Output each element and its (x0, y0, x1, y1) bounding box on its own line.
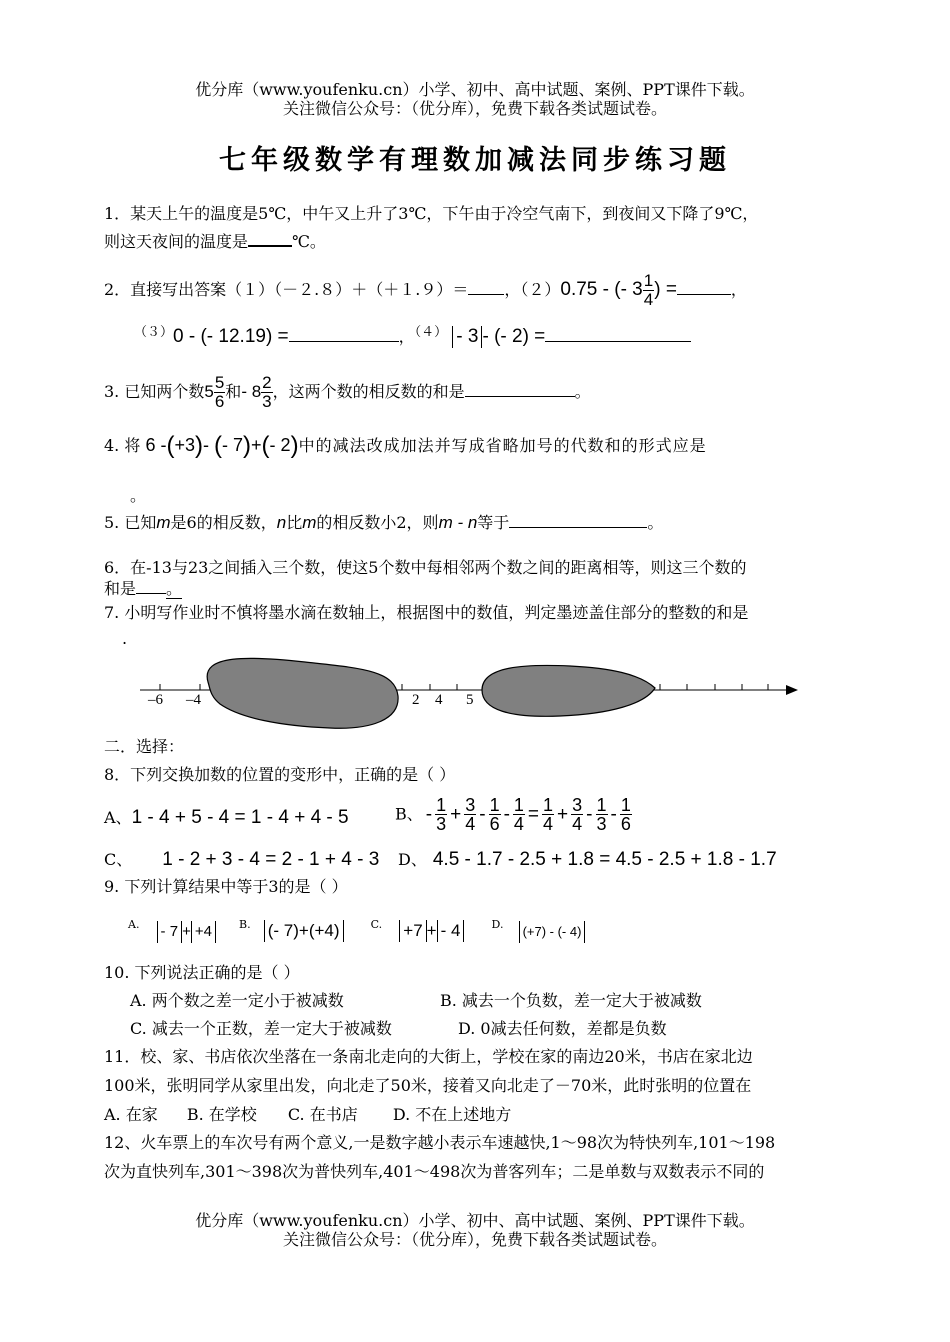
frac-num: 1 (436, 795, 447, 815)
q8-b-fraction (571, 796, 583, 833)
q9-a-term2: +4 (191, 921, 216, 943)
q8-stem: 8．下列交换加数的位置的变形中，正确的是（ ） (104, 765, 456, 784)
q8-b-fraction (596, 796, 608, 833)
header-line-1: 优分库（www.youfenku.cn）小学、初中、高中试题、案例、PPT课件下载。 (195, 80, 755, 99)
q9-option-d[interactable] (491, 918, 586, 940)
q11-options (104, 1104, 511, 1126)
q2-expr4-post: - (- 2) = (482, 326, 546, 347)
q4-expr-part: +3 (174, 435, 195, 455)
q3-num2-whole: - 8 (241, 382, 262, 401)
frac-num: 1 (513, 795, 524, 815)
nl-label-neg4: –4 (186, 692, 201, 708)
frac-num: 5 (214, 373, 225, 392)
q9-b-term2: (+4) (308, 921, 340, 940)
frac-den: 4 (465, 814, 476, 834)
q8-c-expr: 1 - 2 + 3 - 4 = 2 - 1 + 4 - 3 (162, 849, 380, 870)
q8-b-fraction (620, 796, 632, 833)
q4-lead: 4. 将 (104, 436, 141, 455)
q8-b-label: B、 (395, 804, 423, 824)
q3-tail: ，这两个数的相反数的和是 (272, 382, 465, 401)
q6-line-1: 6．在-13与23之间插入三个数，使这5个数中每相邻两个数之间的距离相等，则这三个数的 (104, 558, 747, 577)
q9-a-op: + (182, 923, 191, 940)
frac-den: 3 (436, 814, 447, 834)
q8-d-expr: 4.5 - 1.7 - 2.5 + 1.8 = 4.5 - 2.5 + 1.8 - 1.7 (432, 849, 777, 870)
q5-var-m: m (156, 513, 171, 532)
q3-answer-blank[interactable] (465, 382, 575, 397)
q9-a-label: A. (128, 918, 140, 931)
q2-end: ， (730, 280, 747, 299)
q2-blank-1[interactable] (468, 280, 504, 295)
frac-den: 4 (513, 814, 524, 834)
q12-line-2: 次为直快列车,301～398次为普快列车,401～498次为普客列车；二是单数与双数表示不同的 (104, 1162, 765, 1181)
q3-num2-fraction (261, 374, 272, 411)
q2-part4-label: （４） (414, 325, 448, 340)
q8-option-c[interactable] (104, 849, 379, 871)
frac-den: 6 (214, 392, 225, 411)
q8-option-b[interactable] (395, 796, 632, 833)
q9-a-term1: - 7 (157, 921, 183, 943)
q11-line-1: 11．校、家、书店依次坐落在一条南北走向的大街上，学校在家的南边20米，书店在家北边 (104, 1047, 753, 1066)
number-line-arrow (786, 685, 798, 695)
q10-option-c[interactable]: C. 减去一个正数，差一定大于被减数 (130, 1019, 392, 1038)
q7-line-1: 7. 小明写作业时不慎将墨水滴在数轴上，根据图中的数值，判定墨迹盖住部分的整数的和是 (104, 603, 749, 622)
q3-lead: 3. 已知两个数 (104, 382, 205, 401)
q3-mid: 和 (225, 382, 242, 401)
q4-expr: 6 -(+3)- (- 7)+(- 2) (145, 432, 299, 459)
q5-var-n: n (276, 513, 287, 532)
q1-line-2 (104, 231, 326, 253)
q1-line-1: 1．某天上午的温度是5℃，中午又上升了3℃，下午由于冷空气南下，到夜间又下降了9℃， (104, 204, 759, 223)
q8-option-d[interactable] (398, 849, 777, 871)
q9-stem: 9. 下列计算结果中等于3的是（ ） (104, 877, 348, 896)
q8-b-operator: + (450, 803, 462, 825)
q9-c-term1: +7 (399, 920, 426, 942)
q8-b-operator: - (610, 803, 617, 825)
frac-den: 3 (596, 814, 607, 834)
number-line-figure (130, 648, 810, 734)
q11-option-a[interactable]: A. 在家 (104, 1105, 158, 1124)
q8-a-expr: 1 - 4 + 5 - 4 = 1 - 4 + 4 - 5 (131, 807, 349, 828)
nl-label-neg6: –6 (148, 692, 163, 708)
q5-lead: 5. 已知 (104, 513, 157, 532)
q6-end: 。 (166, 579, 183, 598)
q4-line-1 (104, 434, 707, 457)
q2-part3-label: （３） (134, 325, 174, 340)
q6-answer-blank[interactable] (136, 579, 166, 594)
q8-b-operator: - (479, 803, 486, 825)
frac-num: 1 (489, 795, 500, 815)
q11-option-d[interactable]: D. 不在上述地方 (392, 1105, 512, 1124)
frac-num: 3 (572, 795, 583, 815)
frac-num: 2 (262, 373, 272, 392)
q5-var-m2: m (302, 513, 317, 532)
q12-line-1: 12、火车票上的车次号有两个意义,一是数字越小表示车速越快,1～98次为特快列车,101～198 (104, 1133, 776, 1152)
section-2-heading: 二．选择： (104, 737, 185, 756)
q8-option-a[interactable] (104, 807, 349, 829)
q5-t1: 是6的相反数， (170, 513, 277, 532)
q9-c-label: C. (370, 918, 383, 931)
q5-t3: 的相反数小2，则 (316, 513, 439, 532)
q2-expr2-pre: 0.75 - (- 3 (560, 279, 643, 300)
q8-b-fraction (542, 796, 554, 833)
q11-line-2: 100米，张明同学从家里出发，向北走了50米，接着又向北走了－70米，此时张明的位置在 (104, 1076, 752, 1095)
q3-end: 。 (574, 382, 591, 401)
q5-expr: m - n (438, 513, 478, 532)
q2-expr3: 0 - (- 12.19) = (173, 326, 289, 347)
q2-blank-4[interactable] (545, 327, 691, 342)
q4-expr-part: - 7 (222, 435, 244, 455)
footer-line-2: 关注微信公众号：（优分库），免费下载各类试题试卷。 (282, 1230, 667, 1249)
q5-t2: 比 (286, 513, 303, 532)
q2-expr2-post: ) = (654, 279, 677, 300)
q2-line-1 (104, 272, 747, 309)
q9-b-op: + (298, 921, 309, 940)
q8-c-label: C、 (104, 850, 133, 869)
q9-d-expr: (+7) - (- 4) (519, 921, 586, 943)
q9-c-term2: - 4 (437, 920, 465, 942)
q1-unit: ℃。 (292, 232, 326, 251)
q4-expr-part: - (203, 435, 209, 455)
header-line-2: 关注微信公众号：（优分库），免费下载各类试题试卷。 (282, 99, 667, 118)
q8-b-fraction (435, 796, 447, 833)
q3-num1-whole: 5 (204, 382, 214, 401)
ink-blot-left (207, 658, 398, 728)
page-title: 七年级数学有理数加减法同步练习题 (219, 145, 731, 176)
q7-line-2: . (122, 629, 128, 648)
q9-d-label: D. (491, 918, 504, 931)
q9-b-term1: (- 7) (267, 921, 299, 940)
q8-b-operator: + (557, 803, 569, 825)
frac-den: 6 (489, 814, 500, 834)
q1-text: 则这天夜间的温度是 (104, 232, 249, 251)
q3-num1-fraction (214, 374, 225, 411)
q8-b-fraction (464, 796, 476, 833)
frac-num: 3 (465, 795, 476, 815)
nl-label-5: 5 (466, 692, 474, 708)
q2-part1: 2．直接写出答案（１）（－２.８）＋（＋１.９）＝ (104, 280, 469, 299)
q1-answer-blank[interactable] (248, 231, 292, 247)
q5-end: 。 (647, 513, 664, 532)
frac-den: 4 (643, 290, 654, 309)
q10-option-d[interactable]: D. 0减去任何数，差都是负数 (458, 1019, 667, 1038)
q2-expr4-abs: - 3 (452, 326, 482, 348)
q8-b-operator: - (503, 803, 510, 825)
q2-blank-3[interactable] (289, 327, 399, 342)
q10-option-a[interactable]: A. 两个数之差一定小于被减数 (130, 991, 344, 1010)
frac-num: 1 (643, 271, 654, 290)
q8-b-fraction (489, 796, 501, 833)
q4-line-2: 。 (130, 486, 147, 505)
nl-label-4: 4 (435, 692, 443, 708)
q9-option-c[interactable] (370, 918, 470, 940)
q3-line (104, 374, 591, 411)
frac-num: 1 (620, 795, 631, 815)
q5-line (104, 512, 663, 534)
q4-expr-part: + (251, 435, 262, 455)
nl-label-2: 2 (412, 692, 420, 708)
frac-den: 4 (543, 814, 554, 834)
q8-b-operator: - (586, 803, 593, 825)
q9-c-op: + (426, 921, 437, 940)
q9-option-b[interactable] (239, 918, 349, 940)
frac-den: 4 (572, 814, 583, 834)
q6-text: 和是 (104, 579, 137, 598)
q8-b-operator: = (527, 803, 540, 825)
q8-b-fraction (513, 796, 525, 833)
q4-tail: 中的减法改成加法并写成省略加号的代数和的形式应是 (298, 436, 707, 455)
q2-blank-2[interactable] (677, 280, 731, 295)
frac-num: 1 (543, 795, 554, 815)
q10-option-b[interactable]: B. 减去一个负数，差一定大于被减数 (440, 991, 702, 1010)
q6-line-2 (104, 578, 182, 600)
q11-option-c[interactable]: C. 在书店 (287, 1105, 358, 1124)
ink-blot-right (482, 665, 655, 716)
q8-b-operator: - (425, 803, 433, 825)
q2-sep1: ，（２） (504, 280, 561, 299)
q4-expr-part: 6 - (145, 435, 167, 455)
q9-b-label: B. (239, 918, 251, 931)
q10-stem: 10. 下列说法正确的是（ ） (104, 963, 300, 982)
q8-d-label: D、 (398, 850, 427, 869)
q11-option-b[interactable]: B. 在学校 (186, 1105, 257, 1124)
q5-t4: 等于 (477, 513, 510, 532)
q2-line-2 (134, 322, 691, 348)
frac-den: 3 (262, 392, 272, 411)
q9-b-abs (264, 920, 344, 942)
q5-answer-blank[interactable] (509, 513, 647, 528)
q2-expr2-fraction (643, 272, 654, 309)
footer-line-1: 优分库（www.youfenku.cn）小学、初中、高中试题、案例、PPT课件下载。 (195, 1211, 755, 1230)
q2-sep3: ， (398, 327, 415, 346)
q8-b-expr (423, 795, 632, 834)
q8-a-label: A、 (104, 808, 132, 827)
frac-num: 1 (596, 795, 607, 815)
q9-option-a[interactable] (128, 918, 221, 940)
q9-options (128, 914, 585, 943)
q4-expr-part: - 2 (269, 435, 291, 455)
frac-den: 6 (620, 814, 631, 834)
